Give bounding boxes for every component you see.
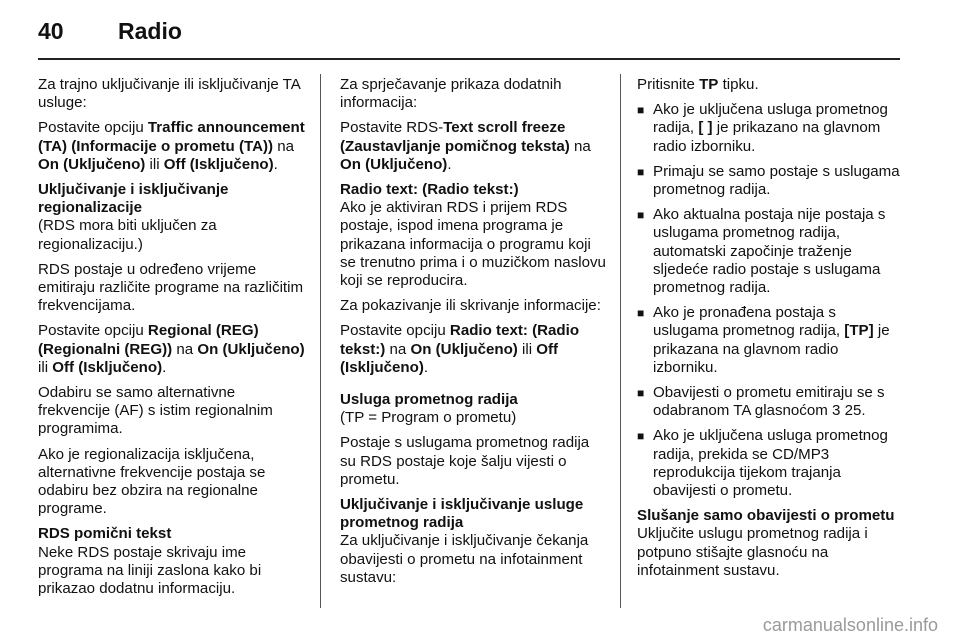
paragraph: Ako je regionalizacija isključena, alternativne frekvencije postaja se odabiru bez obzira na regionalne programe. — [38, 445, 266, 518]
paragraph: Uključite uslugu prometnog radija i potpuno stišajte glasnoću na infotainment sustavu. — [637, 525, 868, 579]
menu-option: Off (Isključeno) — [52, 358, 163, 376]
list-item: ■ Obavijesti o prometu emitiraju se s odabranom TA glasnoćom 3 25. — [637, 384, 905, 420]
paragraph: Postavite opciju Traffic announcement (TA) (Informacije o prometu (TA)) na On (Uključeno) ili Off (Isključeno). — [38, 119, 305, 173]
header-rule — [38, 58, 900, 60]
column-1 — [38, 76, 310, 605]
paragraph: Odabiru se samo alternativne frekvencije (AF) s istim regionalnim programima. — [38, 384, 273, 438]
paragraph: Neke RDS postaje skrivaju ime programa na liniji zaslona kako bi prikazao dodatnu informaciju. — [38, 543, 262, 598]
paragraph: Postavite RDS-Text scroll freeze (Zaustavljanje pomičnog teksta) na On (Uključeno). — [340, 119, 591, 173]
section-heading: Uključivanje i isključivanje regionalizacije — [38, 181, 229, 217]
section-heading: Uključivanje i isključivanje usluge prometnog radija — [340, 496, 584, 532]
menu-option: On (Uključeno) — [197, 340, 305, 358]
page-number: 40 — [38, 18, 64, 44]
list-item: ■ Ako je pronađena postaja s uslugama prometnog radija, [TP] je prikazana na glavnom radio izborniku. — [637, 304, 905, 377]
menu-option: Radio text: (Radio tekst:) — [340, 322, 580, 358]
column-divider-1 — [320, 74, 321, 608]
list-item: ■ Ako je uključena usluga prometnog radija, [ ] je prikazano na glavnom radio izborniku. — [637, 101, 905, 156]
section-heading: Radio text: (Radio tekst:) — [340, 181, 519, 199]
section-heading: Slušanje samo obavijesti o prometu — [637, 507, 895, 525]
paragraph: RDS postaje u određeno vrijeme emitiraju različite programe na različitim frekvencijama. — [38, 260, 304, 315]
column-3 — [637, 76, 905, 587]
paragraph: Ako je aktiviran RDS i prijem RDS postaje, ispod imena programa je prikazana informacija o programu koji se trenutno prima i o muzičkom naslovu koji se reproducira. — [340, 199, 606, 290]
list-item: ■ Ako je uključena usluga prometnog radija, prekida se CD/MP3 reprodukcija tijekom trajanja obavijesti o prometu. — [637, 427, 905, 500]
display-indicator: [TP] — [844, 322, 874, 340]
menu-option: Traffic announcement (TA) (Informacije o prometu (TA)) — [38, 119, 305, 155]
display-indicator: [ ] — [698, 119, 713, 137]
column-divider-2 — [620, 74, 621, 608]
menu-option: Off (Isključeno) — [340, 340, 559, 376]
paragraph: Za trajno uključivanje ili isključivanje TA usluge: — [38, 76, 301, 112]
menu-option: Regional (REG) (Regionalni (REG)) — [38, 322, 259, 358]
paragraph: Za uključivanje i isključivanje čekanja obavijesti o prometu na infotainment sustavu: — [340, 532, 589, 586]
section-heading: RDS pomični tekst — [38, 525, 172, 543]
list-item: ■ Ako aktualna postaja nije postaja s uslugama prometnog radija, automatski započinje traženje sljedeće radio postaje s uslugama prometnog radija. — [637, 206, 905, 297]
column-2 — [340, 76, 606, 594]
list-item: ■ Primaju se samo postaje s uslugama prometnog radija. — [637, 163, 905, 199]
menu-option: Off (Isključeno) — [163, 155, 274, 173]
bullet-list — [637, 101, 905, 500]
paragraph: Pritisnite TP tipku. — [637, 76, 759, 93]
paragraph: Postavite opciju Regional (REG) (Regionalni (REG)) na On (Uključeno) ili Off (Isključeno). — [38, 322, 305, 376]
menu-option: On (Uključeno) — [410, 340, 518, 358]
page-reference-arrow-icon: 3 — [832, 402, 841, 420]
button-name: TP — [699, 76, 719, 93]
watermark: carmanualsonline.info — [762, 615, 938, 635]
paragraph: Postavite opciju Radio text: (Radio tekst:) na On (Uključeno) ili Off (Isključeno). — [340, 322, 580, 376]
paragraph: Za sprječavanje prikaza dodatnih informacija: — [340, 76, 562, 112]
paragraph: Za pokazivanje ili skrivanje informacije: — [340, 297, 601, 315]
paragraph: (TP = Program o prometu) — [340, 409, 517, 427]
page-reference[interactable]: 25. — [844, 402, 866, 420]
paragraph: Postaje s uslugama prometnog radija su RDS postaje koje šalju vijesti o prometu. — [340, 434, 590, 488]
menu-option: Text scroll freeze (Zaustavljanje pomičnog teksta) — [340, 119, 570, 155]
page-title: Radio — [118, 18, 182, 44]
paragraph: (RDS mora biti uključen za regionalizaciju.) — [38, 217, 217, 253]
menu-option: On (Uključeno) — [38, 155, 146, 173]
section-heading: Usluga prometnog radija — [340, 391, 518, 409]
menu-option: On (Uključeno) — [340, 155, 448, 173]
